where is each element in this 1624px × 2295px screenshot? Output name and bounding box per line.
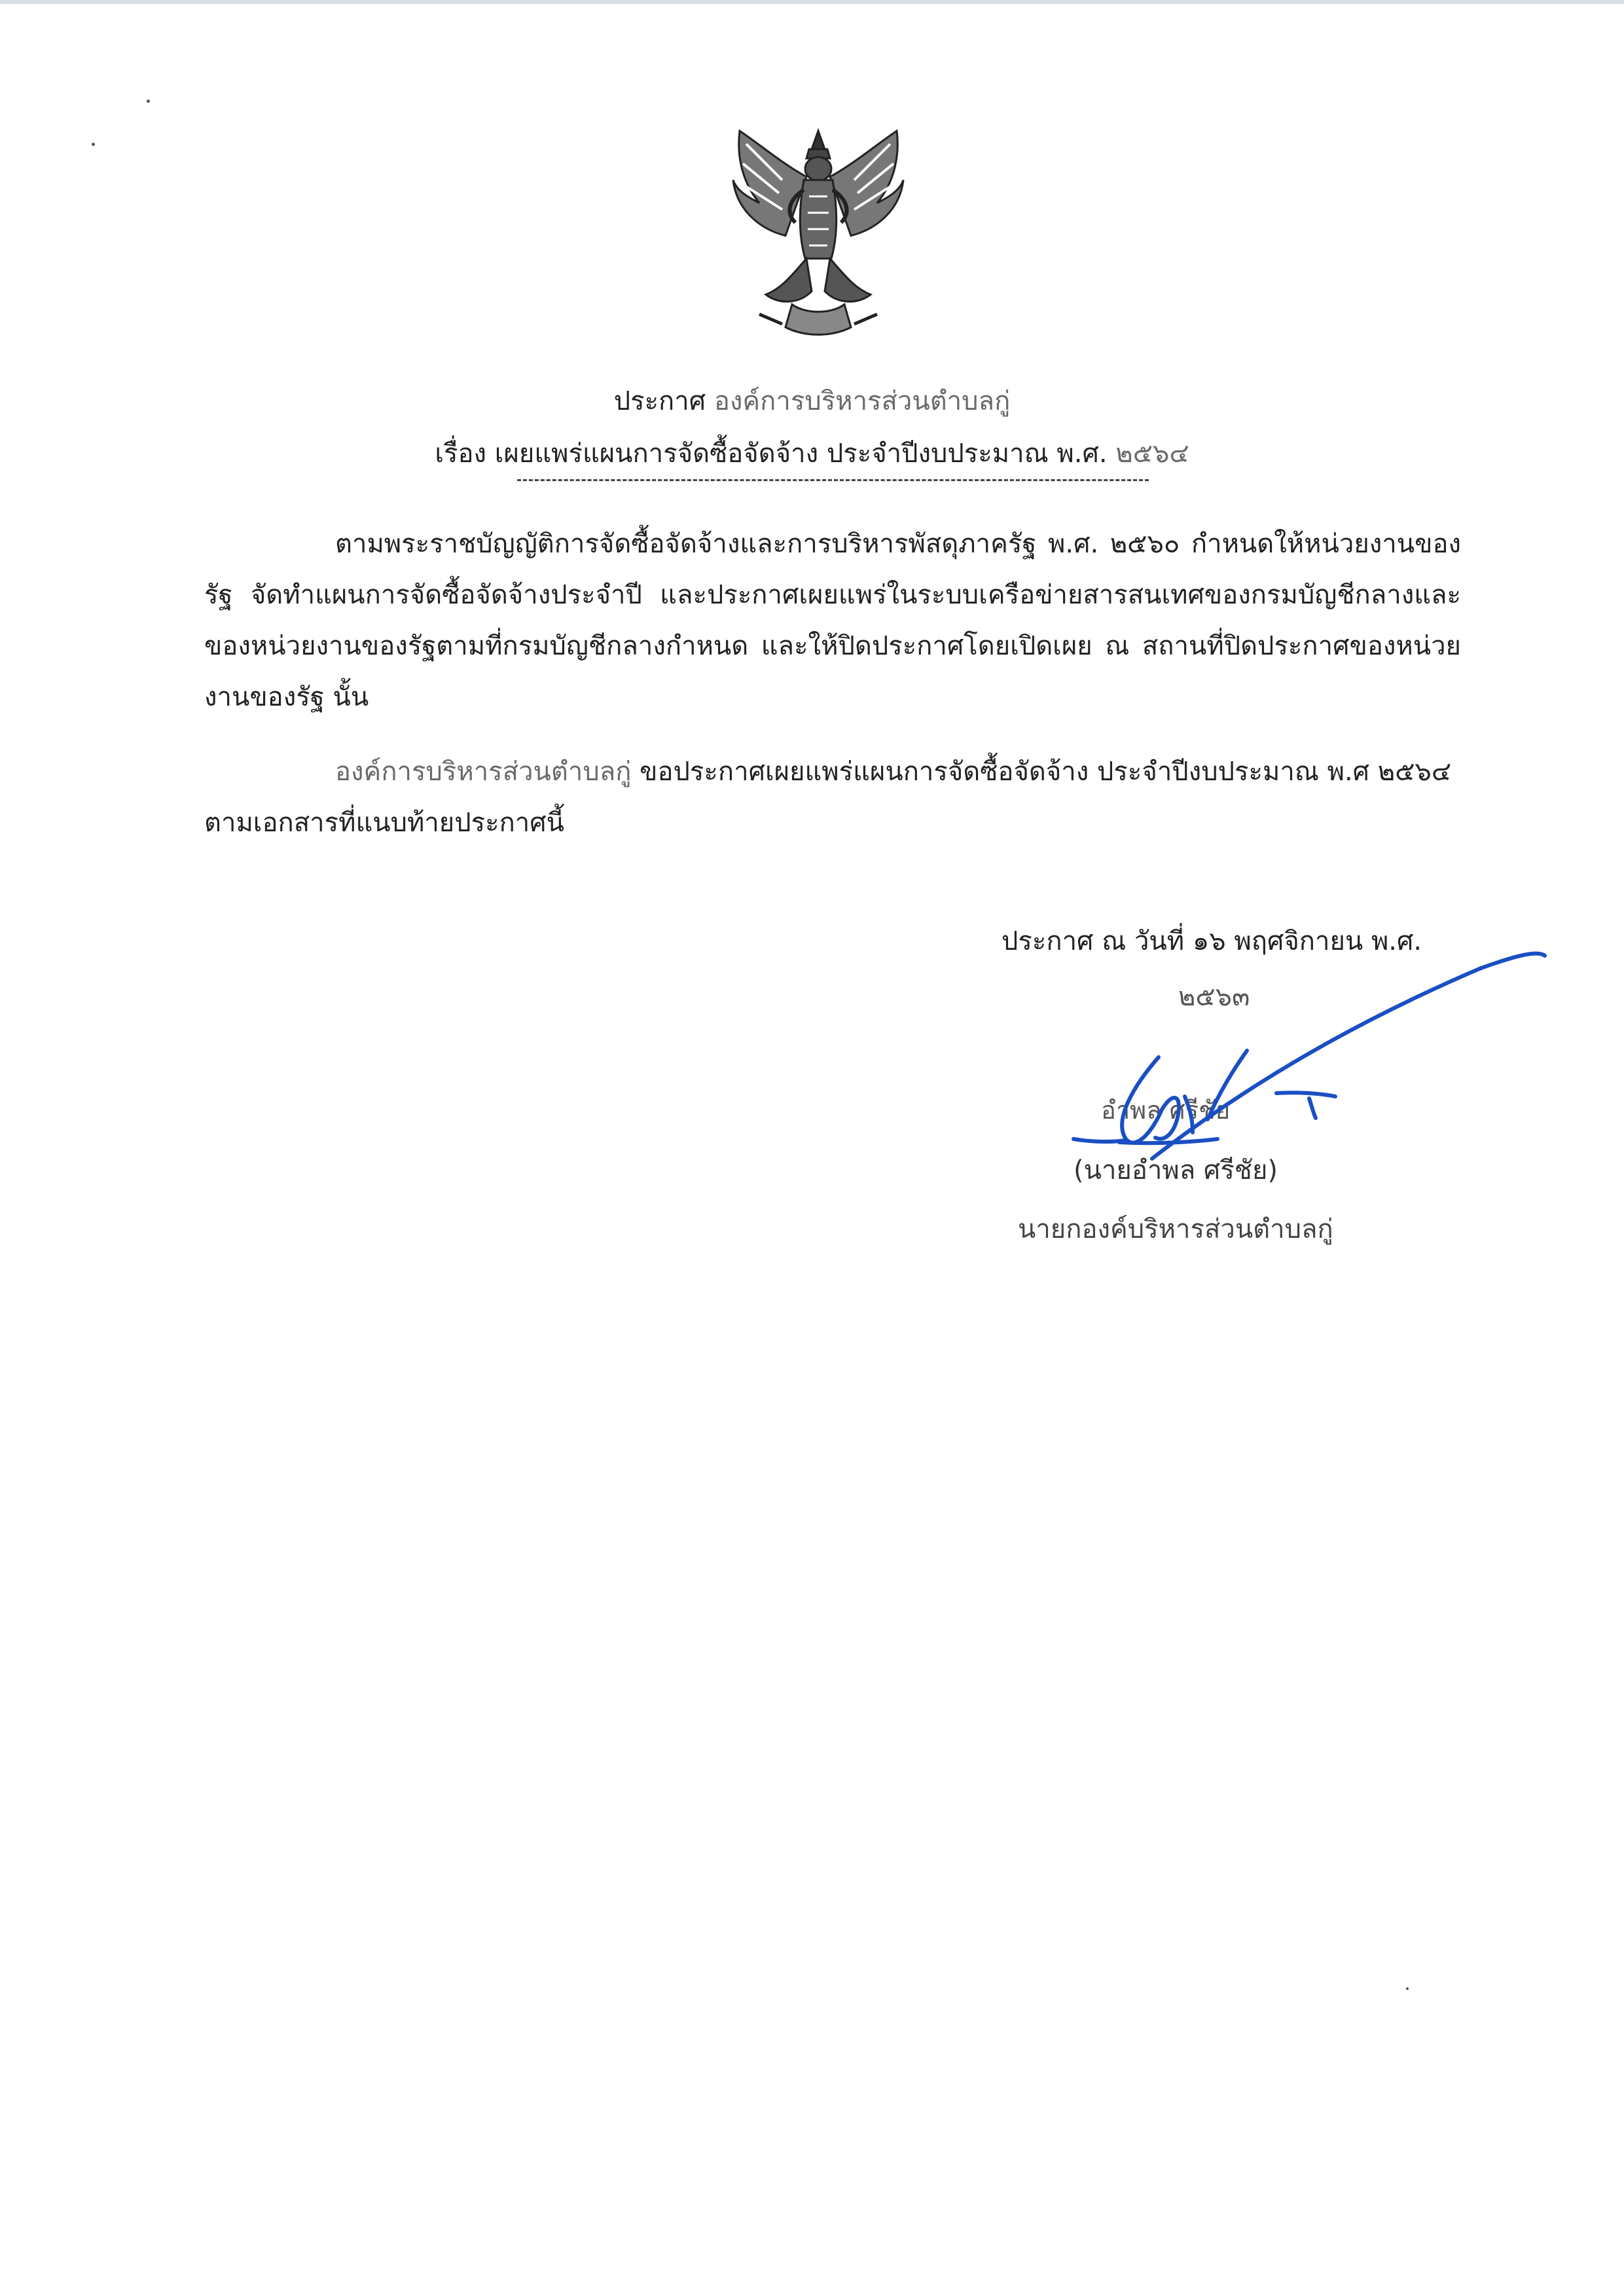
signer-typed-name: อำพล ศรีชัย [1101,1096,1231,1125]
body-paragraph-1: ตามพระราชบัญญัติการจัดซื้อจัดจ้างและการบริหารพัสดุภาครัฐ พ.ศ. ๒๕๖๐ กำหนดให้หน่วยงานของรัฐ จัดทำแผนการจัดซื้อจัดจ้างประจำปี และประกาศเผยแพร่ในระบบเครือข่ายสารสนเทศของกรมบัญชีกลางและของหน่วยงานของรัฐตามที่กรมบัญชีกลางกำหนด และให้ปิดประกาศโดยเปิดเผย ณ สถานที่ปิดประกาศของหน่วยงานของรัฐ นั้น [204,529,1461,712]
handwritten-signature [1021,943,1558,1178]
paragraph2-text: ขอประกาศเผยแพร่แผนการจัดซื้อจัดจ้าง ประจำปีงบประมาณ พ.ศ ๒๕๖๔ ตามเอกสารที่แนบท้ายประกาศนี้ [204,757,1452,838]
body-paragraph-2 [204,746,1461,848]
subject-text: เรื่อง เผยแพร่แผนการจัดซื้อจัดจ้าง ประจำปีงบประมาณ พ.ศ. [435,439,1108,469]
signer-position: นายกองค์บริหารส่วนตำบลกู่ [1018,1214,1333,1244]
title-divider [517,479,1149,481]
signer-full-name: (นายอำพล ศรีชัย) [1074,1155,1278,1185]
title-organization: องค์การบริหารส่วนตำบลกู่ [713,386,1011,416]
scan-speck [147,99,150,103]
announcement-date: ประกาศ ณ วันที่ ๑๖ พฤศจิกายน พ.ศ. [1001,926,1422,956]
subject-year: ๒๕๖๔ [1115,439,1189,469]
paragraph2-organization: องค์การบริหารส่วนตำบลกู่ [335,757,632,787]
title-prefix: ประกาศ [613,386,706,416]
announcement-subject [0,432,1624,474]
announcement-title [0,380,1624,422]
announcement-year: ๒๕๖๓ [1178,982,1250,1012]
scan-speck [92,143,95,146]
garuda-emblem [720,118,916,340]
scan-speck [1406,1987,1409,1990]
scan-edge [0,0,1624,4]
